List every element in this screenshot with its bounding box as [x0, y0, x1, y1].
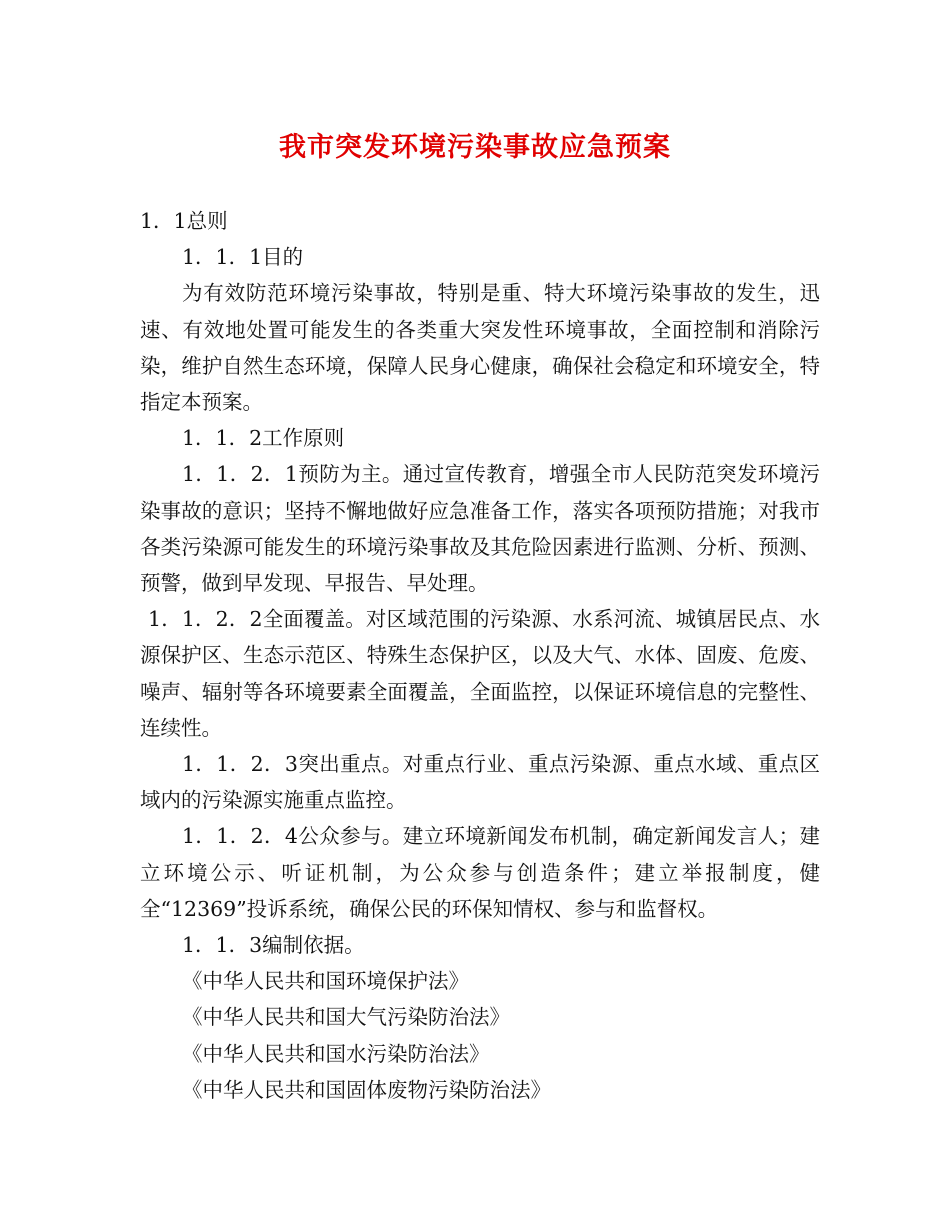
document-body — [140, 203, 820, 1108]
paragraph-public-participation: 1．1．2．4公众参与。建立环境新闻发布机制，确定新闻发言人；建立环境公示、听证机制，为公众参与创造条件；建立举报制度，健全“12369”投诉系统，确保公民的环保知情权、参与和监督权。 — [140, 824, 820, 921]
paragraph-prevention: 1．1．2．1预防为主。通过宣传教育，增强全市人民防范突发环境污染事故的意识；坚持不懈地做好应急准备工作，落实各项预防措施；对我市各类污染源可能发生的环境污染事故及其危险因素进行监测、分析、预测、预警，做到早发现、早报告、早处理。 — [140, 462, 820, 596]
paragraph-key-points: 1．1．2．3突出重点。对重点行业、重点污染源、重点水域、重点区域内的污染源实施重点监控。 — [140, 752, 820, 813]
law-item: 《中华人民共和国水污染防治法》 — [182, 1041, 490, 1066]
document-title: 我市突发环境污染事故应急预案 — [279, 132, 671, 163]
section-heading-purpose: 1．1．1目的 — [182, 245, 304, 270]
law-item: 《中华人民共和国大气污染防治法》 — [182, 1005, 510, 1030]
section-heading-basis: 1．1．3编制依据。 — [182, 933, 365, 958]
paragraph-coverage: 1．1．2．2全面覆盖。对区域范围的污染源、水系河流、城镇居民点、水源保护区、生态示范区、特殊生态保护区，以及大气、水体、固废、危废、噪声、辐射等各环境要素全面覆盖，全面监控，以保证环境信息的完整性、连续性。 — [140, 607, 820, 740]
law-item: 《中华人民共和国环境保护法》 — [182, 969, 469, 994]
section-heading-general: 1．1总则 — [140, 209, 228, 233]
section-heading-principles: 1．1．2工作原则 — [182, 426, 345, 451]
paragraph-purpose: 为有效防范环境污染事故，特别是重、特大环境污染事故的发生，迅速、有效地处置可能发生的各类重大突发性环境事故，全面控制和消除污染，维护自然生态环境，保障人民身心健康，确保社会稳定和环境安全，特指定本预案。 — [140, 281, 820, 415]
law-item: 《中华人民共和国固体废物污染防治法》 — [182, 1077, 551, 1102]
